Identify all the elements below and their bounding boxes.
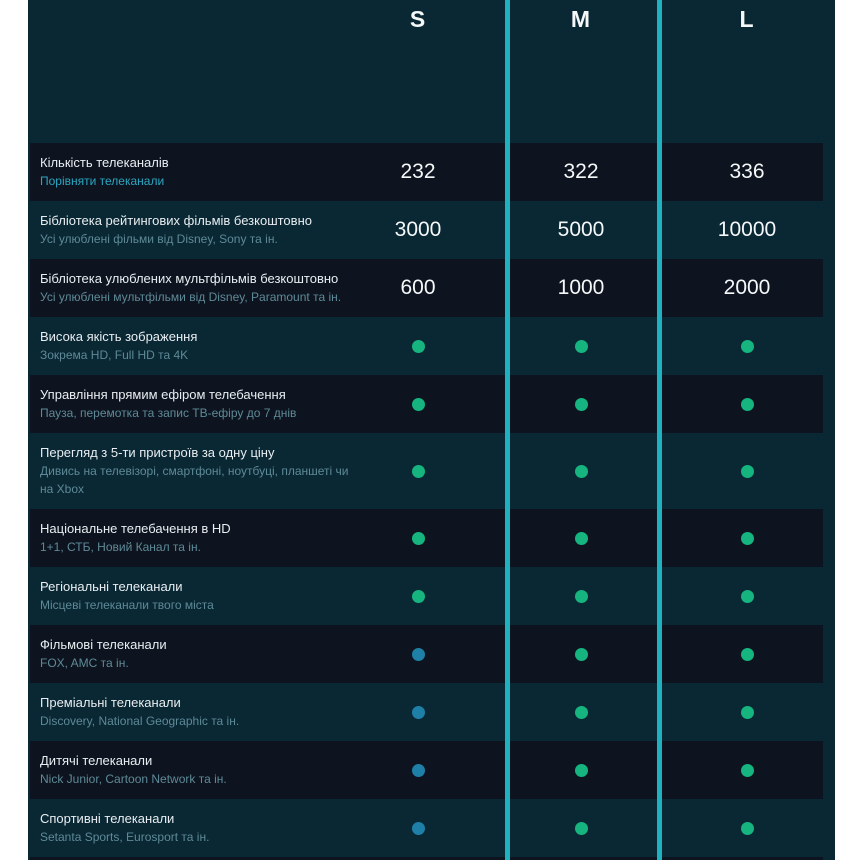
included-dot-green: [741, 590, 754, 603]
cell-plan-s: [348, 799, 488, 857]
cell-plan-m: [511, 201, 651, 259]
feature-title: Дитячі телеканали: [40, 753, 153, 768]
cell-plan-s: [348, 375, 488, 433]
cell-plan-l: [677, 799, 817, 857]
included-dot-green: [575, 398, 588, 411]
included-dot-green: [741, 398, 754, 411]
column-header-s: [348, 0, 488, 33]
included-dot-green: [741, 340, 754, 353]
cell-plan-l: [677, 741, 817, 799]
cell-plan-l: [677, 433, 817, 509]
included-dot-green: [412, 398, 425, 411]
cell-plan-s: [348, 201, 488, 259]
cell-plan-l: [677, 567, 817, 625]
feature-cell: [30, 694, 360, 730]
cell-plan-m: [511, 509, 651, 567]
table-row: [30, 741, 823, 799]
feature-subtitle: Дивись на телевізорі, смартфоні, ноутбуці, планшеті чи на Xbox: [40, 464, 349, 496]
value-plan-l: 336: [729, 160, 765, 183]
included-dot-green: [575, 532, 588, 545]
cell-plan-m: [511, 799, 651, 857]
included-dot-blue: [412, 648, 425, 661]
included-dot-green: [741, 648, 754, 661]
value-plan-s: 232: [400, 160, 436, 183]
feature-subtitle: Пауза, перемотка та запис ТВ-ефіру до 7 днів: [40, 406, 297, 420]
cell-plan-l: [677, 625, 817, 683]
cell-plan-l: [677, 375, 817, 433]
column-divider-left: [505, 0, 510, 860]
cell-plan-s: [348, 143, 488, 201]
cell-plan-s: [348, 433, 488, 509]
cell-plan-l: [677, 201, 817, 259]
feature-cell: [30, 386, 360, 422]
included-dot-green: [412, 340, 425, 353]
feature-title: Кількість телеканалів: [40, 155, 169, 170]
feature-subtitle: Усі улюблені фільми від Disney, Sony та ін.: [40, 232, 278, 246]
feature-subtitle: Nick Junior, Cartoon Network та ін.: [40, 772, 227, 786]
cell-plan-s: [348, 317, 488, 375]
included-dot-green: [412, 590, 425, 603]
value-plan-m: 1000: [557, 276, 605, 299]
value-plan-s: 600: [400, 276, 436, 299]
value-plan-l: 2000: [723, 276, 771, 299]
included-dot-green: [412, 465, 425, 478]
compare-channels-link[interactable]: Порівняти телеканали: [40, 174, 165, 188]
included-dot-green: [412, 532, 425, 545]
value-plan-s: 3000: [394, 218, 442, 241]
table-header: [30, 0, 835, 143]
plan-l-label: L: [739, 6, 755, 32]
table-row: [30, 317, 835, 375]
table-row: [30, 567, 835, 625]
included-dot-green: [575, 465, 588, 478]
table-body: [28, 143, 835, 857]
feature-cell: [30, 212, 360, 248]
feature-cell: [30, 444, 360, 498]
cell-plan-m: [511, 683, 651, 741]
feature-cell: [30, 154, 360, 190]
cell-plan-s: [348, 625, 488, 683]
included-dot-green: [741, 532, 754, 545]
feature-title: Спортивні телеканали: [40, 811, 175, 826]
feature-title: Фільмові телеканали: [40, 637, 167, 652]
feature-cell: [30, 810, 360, 846]
cell-plan-l: [677, 143, 817, 201]
feature-cell: [30, 520, 360, 556]
included-dot-green: [741, 764, 754, 777]
included-dot-green: [575, 648, 588, 661]
value-plan-l: 10000: [717, 218, 777, 241]
included-dot-blue: [412, 706, 425, 719]
table-row: [30, 259, 823, 317]
cell-plan-m: [511, 317, 651, 375]
feature-title: Регіональні телеканали: [40, 579, 183, 594]
included-dot-green: [741, 465, 754, 478]
feature-title: Перегляд з 5-ти пристроїв за одну ціну: [40, 445, 275, 460]
column-header-l: [677, 0, 817, 33]
cell-plan-m: [511, 375, 651, 433]
cell-plan-s: [348, 509, 488, 567]
cell-plan-s: [348, 259, 488, 317]
feature-subtitle: 1+1, СТБ, Новий Канал та ін.: [40, 540, 201, 554]
feature-subtitle: Setanta Sports, Eurosport та ін.: [40, 830, 210, 844]
included-dot-green: [575, 822, 588, 835]
cell-plan-s: [348, 683, 488, 741]
cell-plan-l: [677, 509, 817, 567]
cell-plan-l: [677, 317, 817, 375]
feature-cell: [30, 328, 360, 364]
included-dot-green: [741, 706, 754, 719]
cell-plan-m: [511, 625, 651, 683]
table-row: [30, 143, 823, 201]
feature-cell: [30, 636, 360, 672]
column-header-m: [511, 0, 651, 33]
feature-subtitle: Зокрема HD, Full HD та 4K: [40, 348, 189, 362]
cell-plan-m: [511, 433, 651, 509]
included-dot-green: [575, 706, 588, 719]
cell-plan-m: [511, 259, 651, 317]
plan-s-label: S: [409, 6, 427, 32]
cell-plan-l: [677, 683, 817, 741]
included-dot-green: [741, 822, 754, 835]
included-dot-green: [575, 590, 588, 603]
feature-cell: [30, 578, 360, 614]
cell-plan-s: [348, 741, 488, 799]
included-dot-green: [575, 340, 588, 353]
feature-title: Бібліотека улюблених мультфільмів безкоштовно: [40, 271, 339, 286]
included-dot-green: [575, 764, 588, 777]
cell-plan-m: [511, 143, 651, 201]
table-row: [30, 201, 835, 259]
feature-title: Управління прямим ефіром телебачення: [40, 387, 286, 402]
plan-m-label: M: [570, 6, 592, 32]
table-row: [30, 509, 823, 567]
included-dot-blue: [412, 822, 425, 835]
table-row: [30, 433, 835, 509]
included-dot-blue: [412, 764, 425, 777]
table-row: [30, 799, 835, 857]
feature-subtitle: Місцеві телеканали твого міста: [40, 598, 214, 612]
value-plan-m: 5000: [557, 218, 605, 241]
cell-plan-s: [348, 567, 488, 625]
cell-plan-l: [677, 259, 817, 317]
tariff-comparison-table: [28, 0, 835, 860]
feature-cell: [30, 270, 360, 306]
feature-title: Преміальні телеканали: [40, 695, 181, 710]
feature-subtitle: FOX, AMC та ін.: [40, 656, 129, 670]
feature-title: Національне телебачення в HD: [40, 521, 231, 536]
feature-subtitle: Discovery, National Geographic та ін.: [40, 714, 240, 728]
feature-cell: [30, 752, 360, 788]
value-plan-m: 322: [563, 160, 599, 183]
table-row: [30, 375, 823, 433]
feature-title: Висока якість зображення: [40, 329, 198, 344]
cell-plan-m: [511, 741, 651, 799]
feature-title: Бібліотека рейтингових фільмів безкоштовно: [40, 213, 312, 228]
column-divider-right: [657, 0, 662, 860]
table-row: [30, 683, 835, 741]
feature-subtitle: Усі улюблені мультфільми від Disney, Paramount та ін.: [40, 290, 342, 304]
table-row: [30, 625, 823, 683]
cell-plan-m: [511, 567, 651, 625]
